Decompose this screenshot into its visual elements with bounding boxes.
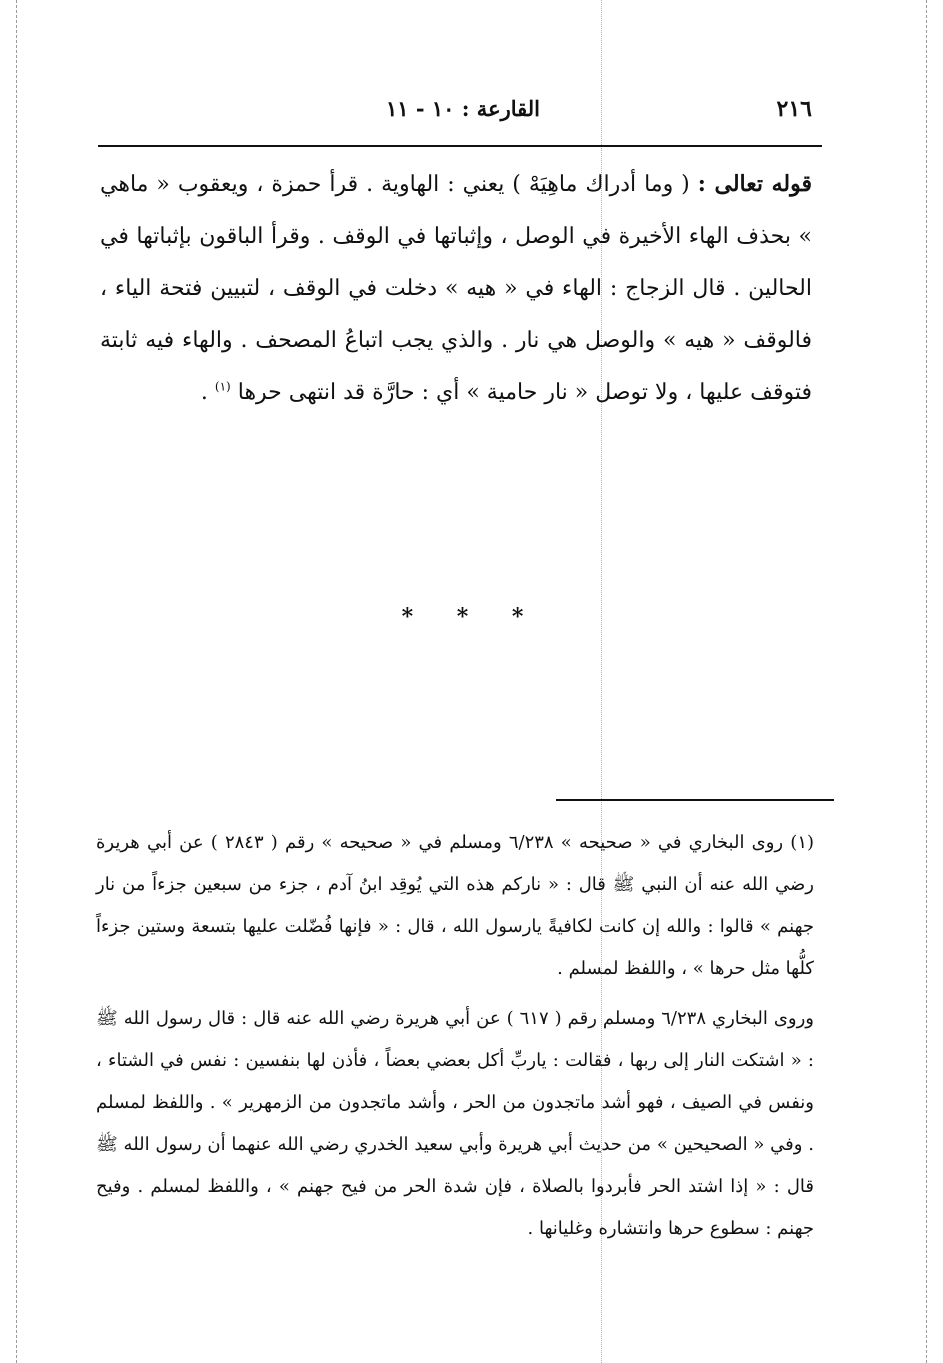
footnotes: [96, 822, 814, 1258]
footnote-reference: (١): [214, 379, 231, 394]
page-header: [100, 96, 820, 130]
page-number: ٢١٦: [776, 96, 812, 122]
body-text: ( وما أدراك ماهِيَهْ ) يعني : الهاوية . قرأ حمزة ، ويعقوب « ماهي » بحذف الهاء الأخيرة في الوصل ، وإثباتها في الوقف . وقرأ الباقون بإثباتها في الحالين . قال الزجاج : الهاء في « هيه » دخلت في الوقف ، لتبيين فتحة الياء ، فالوقف « هيه » والوصل هي نار . والذي يجب اتباعُ المصحف . والهاء فيه ثابتة فتوقف عليها ، ولا توصل « نار حامية » أي : حارَّة قد انتهى حرها: [100, 172, 812, 405]
header-rule: [98, 145, 822, 147]
running-head: القارعة : ١٠ - ١١: [385, 96, 540, 121]
scan-artifact-left-line: [16, 0, 17, 1363]
section-separator: * * *: [401, 604, 542, 630]
footnote-paragraph: (١) روى البخاري في « صحيحه » ٦/٢٣٨ ومسلم في « صحيحه » رقم ( ٢٨٤٣ ) عن أبي هريرة رضي الله عنه أن النبي ﷺ قال : « ناركم هذه التي يُوقِد ابنُ آدم ، جزء من سبعين جزءاً من نار جهنم » قالوا : والله إن كانت لكافيةً يارسول الله ، قال : « فإنها فُضّلت عليها بتسعة وستين جزءاً كلُّها مثل حرها » ، واللفظ لمسلم .: [96, 832, 815, 979]
scan-artifact-right-line: [926, 0, 927, 1363]
body-end: .: [200, 380, 208, 405]
body-paragraph: [100, 158, 812, 419]
footnote-paragraph: وروى البخاري ٦/٢٣٨ ومسلم رقم ( ٦١٧ ) عن أبي هريرة رضي الله عنه قال : قال رسول الله ﷺ : « اشتكت النار إلى ربها ، فقالت : ياربِّ أكل بعضي بعضاً ، فأذن لها بنفسين : نفس في الشتاء ، ونفس في الصيف ، فهو أشد ماتجدون من الحر ، وأشد ماتجدون من الزمهرير » . واللفظ لمسلم . وفي « الصحيحين » من حديث أبي هريرة وأبي سعيد الخدري رضي الله عنهما أن رسول الله ﷺ قال : « إذا اشتد الحر فأبردوا بالصلاة ، فإن شدة الحر من فيح جهنم » ، واللفظ لمسلم . وفيح جهنم : سطوع حرها وانتشاره وغليانها .: [96, 1008, 814, 1239]
verse-lead: قوله تعالى :: [697, 171, 812, 197]
main-text: [100, 158, 812, 419]
footnote-rule: [556, 799, 834, 801]
